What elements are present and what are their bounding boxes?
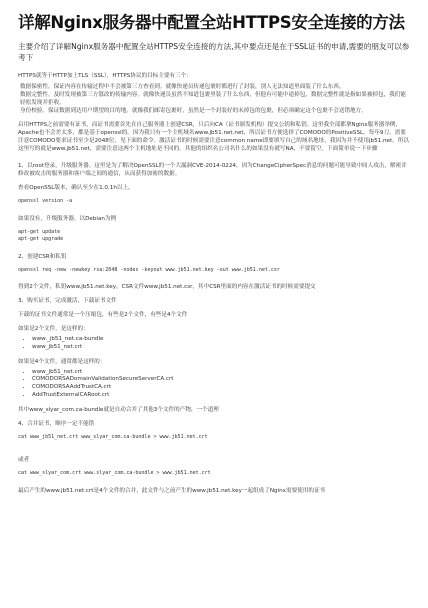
bundle-note: 其中www_slyar_com.ca-bundle就是自动合并了其他3个文件的产物，一个道理 — [18, 406, 219, 413]
intro-goal-3: 身份校验。保证数据到达用户期望的目的地。就像我们邮寄包裹时，虽然是一个封装好的未掉包的包裹，但必须确定这个包裹不会送错地方。 — [20, 108, 367, 114]
code-cat-merge-2: cat www_slyar_com.crt www.slyar_com.ca-bundle > www.jb51.net.crt — [18, 470, 211, 477]
step-3-title: 3、购买证书，完成激活，下载证书文件 — [18, 298, 117, 304]
list-item: • www_jb51_net.crt — [32, 344, 410, 352]
step-3-note: 下载的证书文件通常是一个压缩包，有些是2个文件，有些是4个文件 — [18, 312, 188, 318]
four-files-lead: 如果是4个文件，通常都是这样的： — [18, 358, 106, 365]
list-item: • AddTrustExternalCARoot.crt — [32, 392, 410, 400]
two-files-lead: 如果是2个文件，是这样的： — [18, 326, 89, 332]
intro-section — [18, 72, 410, 115]
step-4-title: 4、合并证书，顺序一定不能错 — [18, 420, 95, 427]
or-text: 或者 — [18, 457, 30, 464]
list-item: • www._jb51_net.ca-bundle — [32, 336, 410, 344]
two-files-list — [18, 336, 410, 352]
step-1-title: 1、以root登录，升级服务器。这里是为了解决OpenSSL的一个大漏洞CVE-2014-0224，因为ChangeCipherSpec消息的问题可能导致中间人攻击，解密并修改被攻击的服务器和客户端之间的通信，从而获得加密的数据。 — [18, 163, 407, 177]
code-apt-update: apt-get update — [18, 228, 61, 235]
step-2-title: 2、创建CSR和私钥 — [18, 253, 67, 260]
step-1-check: 查看OpenSSL版本，确认至少在1.0.1h以上， — [18, 185, 134, 191]
steps-section — [18, 162, 410, 495]
page-title: 详解Nginx服务器中配置全站HTTPS安全连接的方法 — [18, 13, 405, 32]
code-openssl-req: openssl req -new -newkey rsa:2048 -nodes -keyout www.jb51.net.key -out www.jb51.net.csr — [18, 266, 280, 273]
intro-goal-2: 数据完整性。及时发现被第三方篡改的传输内容。就像快递员虽然不知道包裹里装了什么东西，但他有可能中途掉包，数据完整性就是指如果被掉包，我们能轻松发现并拒收。 — [20, 92, 406, 106]
code-apt-upgrade: apt-get upgrade — [18, 236, 64, 242]
code-openssl-version: openssl version -a — [18, 198, 73, 204]
enable-paragraph: 启用HTTPS之前需要有证书，而证书需要首先在自己服务器上创建CSR，只后向CA（证书颁发机构）提交公钥和私钥。这里我全部都拿Nginx服务器举例，Apache也不会差太多，都是基于openssl的。因为我只有一个主机域名www.jb51.net.net，所以证书方便选择了COMODO的PositiveSSL，每年9刀。需要注意COMODO要求证书至少是2048位，见下面的命令。激活证书的时候需要注意common name即要填写自己的域名地址，我因为并不使用jb51.net，所以这里写的就是www.jb51.net，需要注意这两个主机地址是不同的。其他的组织名公司名什么的如果没有就写NA，不要留空。下面简单说一下步骤 — [18, 122, 409, 152]
intro-goal-1: 数据保密性。保证内容在传输过程中不会被第三方查看到。就像快递员传递包裹时都进行了封装，别人无法知道里面装了什么东西。 — [20, 84, 345, 90]
list-item: • COMODORSAAddTrustCA.crt — [32, 384, 410, 392]
code-cat-merge-1: cat www_jb51_net.crt www_slyar_com.ca-bundle > www.jb51.net.crt — [18, 433, 208, 440]
step-1-upgrade-note: 如果没有，升级服务器，以Debian为例 — [18, 215, 117, 222]
final-note: 最后产生的www.jb51.net.crt是4个文件的合并，此文件与之前产生的www.jb51.net.key一起组成了Nginx需要使用的证书 — [18, 487, 326, 494]
list-item: • www_jb51_net.crt — [32, 369, 410, 377]
summary: 主要介绍了详解Nginx服务器中配置全站HTTPS安全连接的方法,其中要点还是在于SSL证书的申请,需要的朋友可以参考下 — [18, 42, 410, 62]
step-2-result: 得到2个文件，私钥www.jb51.net.key，CSR文件www.jb51.net.csr，其中CSR里面的内容在激活证书的时候需要提交 — [18, 284, 316, 290]
four-files-list — [18, 369, 410, 400]
list-item: • COMODORSADomainValidationSecureServerCA.crt — [32, 376, 410, 384]
intro-lead: HTTPS就等于HTTP加上TLS（SSL），HTTPS协议的目标主要有三个： — [18, 73, 192, 79]
